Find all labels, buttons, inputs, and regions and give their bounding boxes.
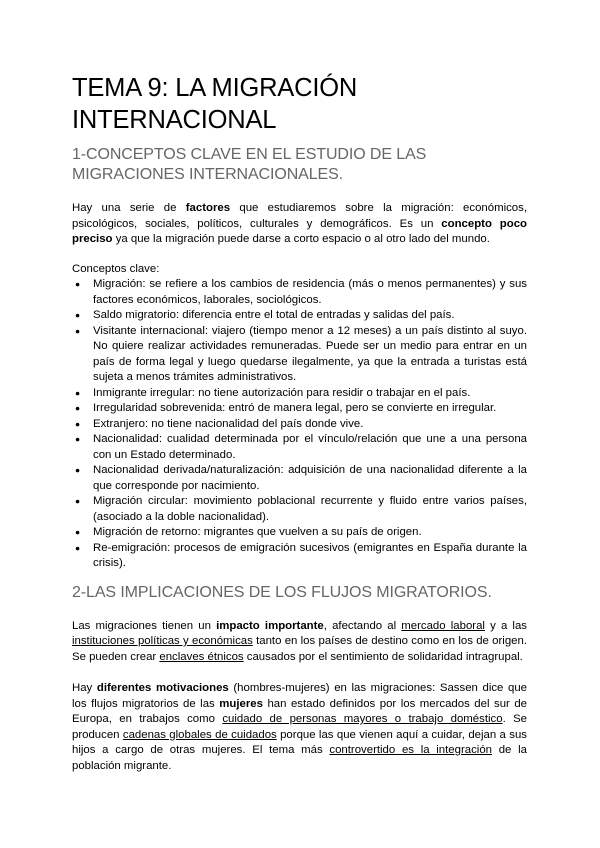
concepts-label: Conceptos clave: [72,262,160,275]
underlined-term: cadenas globales de cuidados [122,728,277,741]
text-run: que estudiaremos sobre la migración: económicos, psicológicos, sociales, políticos, culturales y demográficos. Es un [72,202,527,230]
bold-term: mujeres [219,697,263,710]
underlined-term: mercado laboral [401,619,485,632]
list-item: ● Extranjero: no tiene nacionalidad del país donde vive. [72,417,527,433]
list-item: ● Migración: se refiere a los cambios de residencia (más o menos permanentes) y sus factores económicos, laborales, sociológicos. [72,277,527,308]
text-run: tanto en los países de destino como en los de origen. Se pueden crear [72,635,528,663]
document-title: TEMA 9: LA MIGRACIÓN INTERNACIONAL [72,74,358,134]
text-run: causados por el sentimiento de solidaridad intragrupal. [243,650,523,663]
text-run: Hay [72,682,97,694]
list-item: ● Inmigrante irregular: no tiene autorización para residir o trabajar en el país. [72,386,527,402]
underlined-term: controvertido es la integración [329,744,492,756]
section-2-paragraph-motivations [72,681,527,774]
bold-term: diferentes motivaciones [96,682,229,694]
text-run: han estado definidos por los mercados del sur de Europa, en trabajos como [72,697,527,725]
section-1-heading: 1-CONCEPTOS CLAVE EN EL ESTUDIO DE LAS MIGRACIONES INTERNACIONALES. [72,146,427,183]
bold-term: concepto poco preciso [72,217,527,245]
text-run: , afectando al [323,619,402,632]
text-run: . Se producen [72,713,528,741]
list-item: ● Nacionalidad derivada/naturalización: adquisición de una nacionalidad diferente a la que corresponde por nacimiento. [72,463,527,494]
list-item: ● Migración de retorno: migrantes que vuelven a su país de origen. [72,525,527,541]
text-run: (hombres-mujeres) en las migraciones: Sassen dice que los flujos migratorios de las [72,682,528,710]
bold-term: impacto importante [216,619,324,632]
list-item: ● Nacionalidad: cualidad determinada por el vínculo/relación que une a una persona con un Estado determinado. [72,432,527,463]
underlined-term: instituciones políticas y económicas [72,635,253,647]
underlined-term: cuidado de personas mayores o trabajo doméstico [222,713,503,725]
list-item: ● Irregularidad sobrevenida: entró de manera legal, pero se convierte en irregular. [72,401,527,417]
list-item: ● Saldo migratorio: diferencia entre el total de entradas y salidas del país. [72,308,527,324]
text-run: y a las [484,619,527,632]
text-run: porque las que vienen aquí a cuidar, dejan a sus hijos a cargo de otras mujeres. El tema más [72,728,527,756]
text-run: Hay una serie de [72,202,186,214]
bold-term: factores [185,202,231,214]
underlined-term: enclaves étnicos [159,650,244,663]
text-run: ya que la migración puede darse a corto espacio o al otro lado del mundo. [112,233,490,245]
section-1-intro [72,201,527,248]
list-item: ● Visitante internacional: viajero (tiempo menor a 12 meses) a un país distinto al suyo. No quiere realizar actividades remuneradas. Puede ser un medio para entrar en un país de forma legal y luego quedarse ilegalmente, ya que la entrada a turistas está sujeta a menos trámites administrativos. [72,324,527,386]
list-item: ● Re-emigración: procesos de emigración sucesivos (emigrantes en España durante la crisis). [72,541,527,572]
document-page [72,72,527,774]
concepts-list [72,277,527,572]
section-2-heading: 2-LAS IMPLICACIONES DE LOS FLUJOS MIGRATORIOS. [72,583,492,601]
list-item: ● Migración circular: movimiento poblacional recurrente y fluido entre varios países, (asociado a la doble nacionalidad). [72,494,527,525]
text-run: de la población migrante. [72,744,527,772]
text-run: Las migraciones tienen un [72,619,217,632]
section-2-paragraph-impact [72,619,527,666]
